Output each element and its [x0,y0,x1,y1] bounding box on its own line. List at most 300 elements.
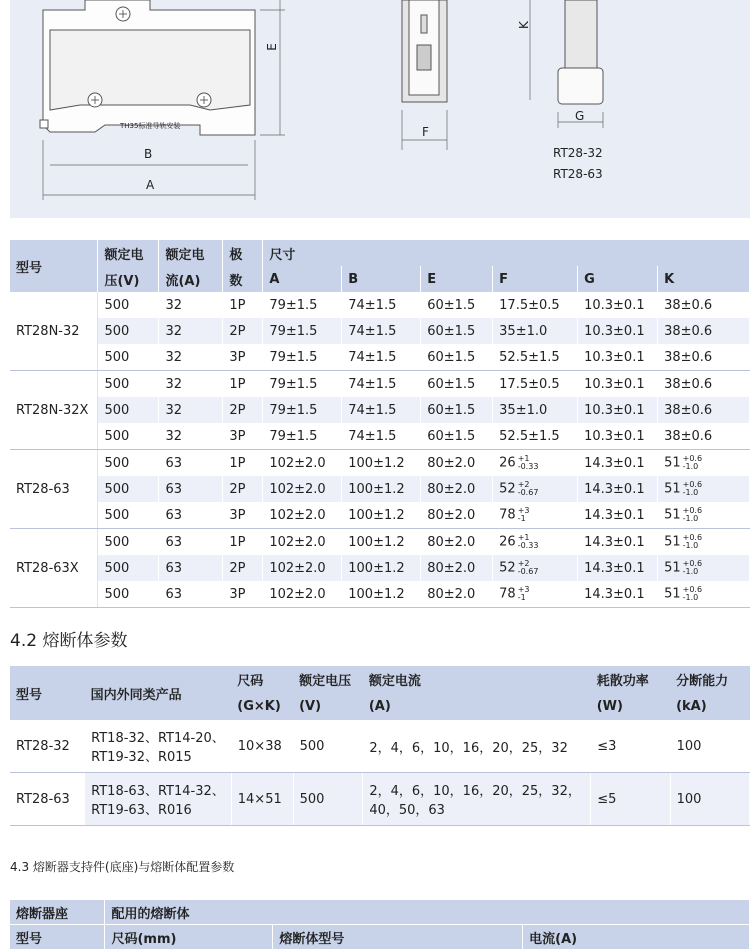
table-row [10,502,750,529]
t2-power: ≤5 [591,773,670,826]
cell-poles-value: 3P [229,507,246,523]
cell-e [421,318,493,344]
cell-a-value: 79±1.5 [269,349,318,365]
cell-f-tolerance [518,586,530,602]
cell-current [159,450,223,477]
cell-g-value: 14.3±0.1 [584,560,645,576]
config-table [10,900,750,950]
cell-k [658,529,750,556]
cell-a [263,371,342,398]
cell-b [342,529,421,556]
cell-f-value: 52 [499,560,516,576]
cell-a [263,476,342,502]
tolerance-upper: +0.6 [682,454,703,463]
t2-header-volt-2: (V) [293,693,363,720]
cell-f-value: 52 [499,481,516,497]
section-title-config: 4.3 熔断器支持件(底座)与熔断体配置参数 [10,860,235,874]
cell-f-value: 52.5±1.5 [499,428,560,444]
cell-e [421,292,493,318]
cell-current [159,476,223,502]
header-size: 尺寸 [263,240,750,266]
cell-current [159,502,223,529]
cell-voltage-value: 500 [104,534,130,550]
t3-header-size: 尺码(mm) [105,925,273,950]
cell-poles-value: 2P [229,323,246,339]
cell-poles [223,371,263,398]
cell-current-value: 32 [165,402,182,418]
cell-b [342,476,421,502]
cell-a-value: 102±2.0 [269,481,326,497]
t2-curr [363,720,591,773]
fuse-base-drawing [10,0,750,218]
cell-voltage-value: 500 [104,323,130,339]
cell-f-tolerance [518,507,530,523]
cell-e [421,476,493,502]
t2-header-volt-1: 额定电压 [293,666,363,693]
table-row [10,555,750,581]
t2-equiv-line: RT18-32、RT14-20、 [91,731,225,746]
cell-b [342,292,421,318]
dimension-label-f: F [422,125,429,139]
cell-e [421,344,493,371]
cell-g-value: 14.3±0.1 [584,507,645,523]
cell-g-value: 14.3±0.1 [584,455,645,471]
cell-a [263,502,342,529]
cell-k [658,450,750,477]
tolerance-upper: +0.6 [682,559,703,568]
cell-e [421,502,493,529]
cell-e [421,397,493,423]
tolerance-upper: +0.6 [682,480,703,489]
cell-voltage-value: 500 [104,402,130,418]
cell-f-value: 17.5±0.5 [499,297,560,313]
cell-current [159,555,223,581]
tolerance-upper: +2 [517,480,530,489]
header-current-1: 额定电 [159,240,223,266]
cell-k-value: 38±0.6 [664,297,713,313]
header-a: A [263,266,342,292]
cell-current-value: 63 [165,586,182,602]
tolerance-upper: +2 [517,559,530,568]
t2-curr [363,773,591,826]
cell-f-value: 78 [499,507,516,523]
cell-a-value: 79±1.5 [269,323,318,339]
cell-a-value: 102±2.0 [269,455,326,471]
t2-model: RT28-32 [10,720,85,773]
dimension-label-k: K [516,21,531,29]
cell-e-value: 60±1.5 [427,297,476,313]
cell-a-value: 79±1.5 [269,376,318,392]
cell-f [493,397,578,423]
cell-a [263,318,342,344]
cell-f-value: 78 [499,586,516,602]
tolerance-upper: +0.6 [682,506,703,515]
header-voltage-2: 压(V) [98,266,159,292]
cell-current-value: 63 [165,455,182,471]
t3-header-base-2: 型号 [10,925,105,950]
cell-voltage-value: 500 [104,349,130,365]
tolerance-lower: -1 [517,593,526,602]
cell-f-tolerance [518,481,539,497]
cell-poles [223,344,263,371]
cell-k-value: 38±0.6 [664,402,713,418]
dimension-label-g: G [575,109,585,123]
cell-voltage [98,423,159,450]
t2-curr-line: 2，4，6，10，16，20，25，32， [369,784,581,799]
dimension-label-b: B [144,147,153,161]
cell-g [578,371,658,398]
t3-header-fuse: 配用的熔断体 [105,900,750,925]
cell-poles-value: 3P [229,428,246,444]
cell-f-value: 26 [499,534,516,550]
cell-poles [223,318,263,344]
cell-current-value: 32 [165,297,182,313]
cell-poles-value: 3P [229,586,246,602]
cell-k-tolerance [683,586,702,602]
cell-b [342,555,421,581]
tolerance-upper: +1 [517,454,530,463]
t2-equiv [85,720,232,773]
cell-b-value: 100±1.2 [348,455,405,471]
tolerance-lower: -0.33 [517,541,539,550]
cell-b [342,318,421,344]
cell-poles [223,581,263,608]
tolerance-lower: -1.0 [682,541,699,550]
cell-g-value: 10.3±0.1 [584,323,645,339]
diagram-model-2: RT28-63 [553,167,603,181]
cell-voltage-value: 500 [104,455,130,471]
cell-k-tolerance [683,455,702,471]
cell-voltage [98,502,159,529]
t2-header-equiv: 国内外同类产品 [85,666,232,720]
cell-k-tolerance [683,481,702,497]
cell-b-value: 100±1.2 [348,534,405,550]
cell-k-value: 51 [664,534,681,550]
cell-voltage-value: 500 [104,507,130,523]
cell-voltage [98,555,159,581]
header-voltage-1: 额定电 [98,240,159,266]
header-f: F [493,266,578,292]
rail-mount-label: TH35标准导轨安装 [120,122,181,130]
cell-voltage [98,344,159,371]
t2-curr-line: 2，4，6，10，16，20，25，32 [369,740,568,756]
diagram-model-1: RT28-32 [553,146,603,160]
tolerance-upper: +3 [517,506,530,515]
cell-f-value: 17.5±0.5 [499,376,560,392]
cell-b-value: 100±1.2 [348,586,405,602]
t2-model: RT28-63 [10,773,85,826]
cell-k [658,502,750,529]
fuse-param-table [10,666,750,826]
cell-k [658,555,750,581]
header-e: E [421,266,493,292]
table-row [10,529,750,556]
cell-f-value: 35±1.0 [499,402,548,418]
t2-volt: 500 [293,773,363,826]
cell-a [263,450,342,477]
cell-a [263,292,342,318]
cell-a-value: 79±1.5 [269,297,318,313]
cell-e-value: 60±1.5 [427,349,476,365]
row-model: RT28N-32 [10,292,98,371]
t2-header-curr-2: (A) [363,693,591,720]
cell-poles [223,450,263,477]
dimension-label-e: E [264,43,279,51]
cell-f [493,555,578,581]
tolerance-lower: -0.67 [517,567,539,576]
cell-f [493,371,578,398]
tolerance-lower: -1.0 [682,567,699,576]
cell-g [578,292,658,318]
cell-f [493,529,578,556]
cell-k [658,292,750,318]
cell-voltage [98,476,159,502]
cell-current-value: 63 [165,481,182,497]
cell-poles-value: 2P [229,560,246,576]
cell-voltage [98,450,159,477]
cell-voltage-value: 500 [104,428,130,444]
cell-current-value: 63 [165,560,182,576]
tolerance-upper: +0.6 [682,585,703,594]
t2-header-size-2: (G×K) [231,693,293,720]
cell-k-tolerance [683,560,702,576]
table-row [10,318,750,344]
t2-header-break-2: (kA) [670,693,749,720]
cell-g [578,450,658,477]
table-row [10,450,750,477]
cell-f-value: 35±1.0 [499,323,548,339]
tolerance-upper: +0.6 [682,533,703,542]
dimension-label-a: A [146,178,155,192]
cell-current-value: 32 [165,428,182,444]
cell-k-value: 51 [664,481,681,497]
cell-voltage [98,371,159,398]
cell-poles [223,555,263,581]
tolerance-lower: -1.0 [682,593,699,602]
cell-b-value: 74±1.5 [348,376,397,392]
cell-g [578,581,658,608]
tolerance-lower: -1.0 [682,488,699,497]
cell-poles [223,529,263,556]
t3-header-type: 熔断体型号 [273,925,523,950]
cell-current [159,529,223,556]
cell-f-tolerance [518,560,539,576]
cell-a [263,555,342,581]
cell-b-value: 74±1.5 [348,349,397,365]
cell-g [578,423,658,450]
cell-e [421,371,493,398]
cell-f [493,423,578,450]
cell-a [263,397,342,423]
cell-poles [223,476,263,502]
cell-current-value: 63 [165,507,182,523]
section-title-fuse-params: 4.2 熔断体参数 [10,631,128,651]
t2-equiv-line: RT19-32、R015 [91,750,192,765]
t2-header-break-1: 分断能力 [670,666,749,693]
cell-voltage-value: 500 [104,376,130,392]
t2-volt: 500 [293,720,363,773]
cell-g [578,344,658,371]
cell-b [342,397,421,423]
cell-f [493,502,578,529]
cell-current-value: 63 [165,534,182,550]
header-k: K [658,266,750,292]
table-row [10,292,750,318]
cell-b [342,450,421,477]
cell-e [421,529,493,556]
cell-k [658,397,750,423]
cell-g-value: 10.3±0.1 [584,402,645,418]
tolerance-lower: -1 [517,514,526,523]
header-g: G [578,266,658,292]
cell-current [159,423,223,450]
cell-k-value: 38±0.6 [664,349,713,365]
row-model: RT28N-32X [10,371,98,450]
cell-k-tolerance [683,507,702,523]
cell-g-value: 14.3±0.1 [584,534,645,550]
cell-g [578,397,658,423]
cell-b-value: 74±1.5 [348,297,397,313]
tolerance-upper: +1 [517,533,530,542]
cell-e-value: 80±2.0 [427,481,476,497]
t2-header-model: 型号 [10,666,85,720]
cell-current [159,397,223,423]
table-row [10,371,750,398]
cell-g-value: 10.3±0.1 [584,297,645,313]
cell-poles [223,423,263,450]
t2-power: ≤3 [591,720,670,773]
cell-b [342,344,421,371]
cell-e-value: 80±2.0 [427,455,476,471]
t2-size: 10×38 [231,720,293,773]
cell-current [159,371,223,398]
cell-a-value: 102±2.0 [269,534,326,550]
cell-b-value: 74±1.5 [348,428,397,444]
cell-poles [223,397,263,423]
tolerance-lower: -1.0 [682,514,699,523]
cell-voltage [98,318,159,344]
header-pole-1: 极 [223,240,263,266]
table-row [10,581,750,608]
cell-k-value: 51 [664,455,681,471]
cell-e-value: 60±1.5 [427,402,476,418]
cell-g-value: 10.3±0.1 [584,376,645,392]
cell-k-value: 51 [664,586,681,602]
t2-break: 100 [670,773,749,826]
cell-voltage-value: 500 [104,481,130,497]
cell-k [658,476,750,502]
cell-current [159,318,223,344]
cell-f [493,318,578,344]
cell-voltage-value: 500 [104,586,130,602]
cell-current [159,292,223,318]
header-b: B [342,266,421,292]
header-current-2: 流(A) [159,266,223,292]
cell-k [658,318,750,344]
tolerance-lower: -0.33 [517,462,539,471]
cell-g [578,555,658,581]
table-row [10,476,750,502]
cell-g [578,502,658,529]
cell-e-value: 80±2.0 [427,507,476,523]
cell-poles [223,292,263,318]
cell-e-value: 60±1.5 [427,323,476,339]
cell-f [493,450,578,477]
dimension-diagram [10,0,750,218]
cell-f [493,344,578,371]
cell-f-value: 52.5±1.5 [499,349,560,365]
cell-g [578,318,658,344]
cell-b [342,502,421,529]
cell-voltage-value: 500 [104,560,130,576]
cell-a [263,344,342,371]
cell-b [342,371,421,398]
cell-voltage [98,292,159,318]
cell-current [159,581,223,608]
cell-k-value: 38±0.6 [664,376,713,392]
cell-g-value: 14.3±0.1 [584,481,645,497]
cell-a [263,581,342,608]
cell-e-value: 60±1.5 [427,428,476,444]
t2-equiv [85,773,232,826]
cell-voltage [98,529,159,556]
cell-poles-value: 2P [229,481,246,497]
cell-f-tolerance [518,534,539,550]
cell-voltage [98,581,159,608]
t2-break: 100 [670,720,749,773]
cell-b-value: 74±1.5 [348,323,397,339]
cell-e-value: 80±2.0 [427,560,476,576]
cell-a-value: 102±2.0 [269,507,326,523]
header-model: 型号 [10,240,98,292]
cell-f [493,476,578,502]
t2-header-curr-1: 额定电流 [363,666,591,693]
header-pole-2: 数 [223,266,263,292]
cell-e-value: 80±2.0 [427,586,476,602]
cell-g [578,476,658,502]
cell-current-value: 32 [165,323,182,339]
cell-e [421,581,493,608]
cell-b-value: 100±1.2 [348,481,405,497]
cell-k [658,423,750,450]
cell-e-value: 60±1.5 [427,376,476,392]
cell-voltage [98,397,159,423]
table-row [10,423,750,450]
t2-size: 14×51 [231,773,293,826]
row-model: RT28-63 [10,450,98,529]
cell-g-value: 14.3±0.1 [584,586,645,602]
table-row [10,397,750,423]
cell-g [578,529,658,556]
cell-b [342,423,421,450]
cell-g-value: 10.3±0.1 [584,349,645,365]
table-row [10,344,750,371]
cell-k [658,344,750,371]
row-model: RT28-63X [10,529,98,608]
cell-b-value: 100±1.2 [348,507,405,523]
table-row [10,720,750,773]
table-row [10,773,750,826]
cell-a-value: 79±1.5 [269,428,318,444]
cell-f [493,292,578,318]
cell-a-value: 79±1.5 [269,402,318,418]
cell-f [493,581,578,608]
cell-current-value: 32 [165,349,182,365]
cell-k [658,371,750,398]
t2-header-power-2: (W) [591,693,670,720]
cell-e [421,423,493,450]
cell-poles-value: 1P [229,455,246,471]
